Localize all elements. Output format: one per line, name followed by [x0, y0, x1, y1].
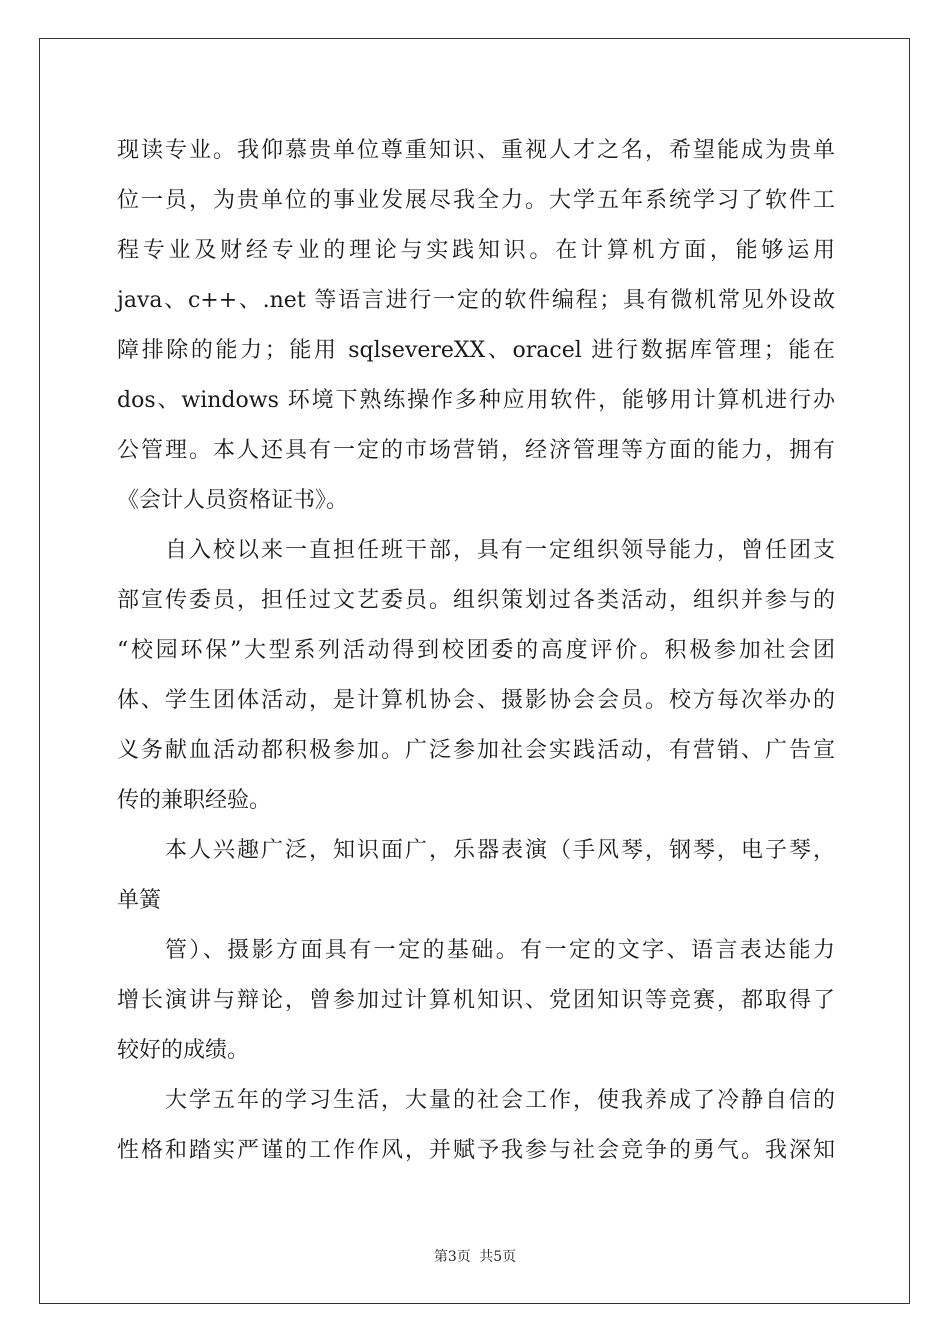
text-line: 公管理。本人还具有一定的市场营销，经济管理等方面的能力，拥有 — [117, 438, 835, 463]
text-line: “校园环保”大型系列活动得到校团委的高度评价。积极参加社会团 — [117, 638, 835, 663]
text-line: 位一员，为贵单位的事业发展尽我全力。大学五年系统学习了软件工 — [117, 188, 835, 213]
text-line: 本人兴趣广泛，知识面广，乐器表演（手风琴，钢琴，电子琴， — [165, 838, 835, 863]
text-line: 单簧 — [117, 888, 162, 913]
text-line: 程专业及财经专业的理论与实践知识。在计算机方面，能够运用 — [117, 238, 835, 263]
paragraph-4 — [117, 926, 835, 1076]
text-line: 部宣传委员，担任过文艺委员。组织策划过各类活动，组织并参与的 — [117, 588, 835, 613]
text-line: 体、学生团体活动，是计算机协会、摄影协会会员。校方每次举办的 — [117, 688, 835, 713]
text-line: 大学五年的学习生活，大量的社会工作，使我养成了冷静自信的 — [165, 1088, 835, 1113]
text-line: 义务献血活动都积极参加。广泛参加社会实践活动，有营销、广告宣 — [117, 738, 835, 763]
document-body — [117, 126, 835, 1176]
paragraph-1 — [117, 126, 835, 526]
text-line: 性格和踏实严谨的工作作风，并赋予我参与社会竞争的勇气。我深知 — [117, 1138, 835, 1163]
text-line: 传的兼职经验。 — [117, 788, 272, 813]
text-line: 《会计人员资格证书》。 — [117, 488, 349, 513]
text-line: 较好的成绩。 — [117, 1038, 250, 1063]
paragraph-2 — [117, 526, 835, 826]
paragraph-3 — [117, 826, 835, 926]
paragraph-5 — [117, 1076, 835, 1176]
text-line: 管）、摄影方面具有一定的基础。有一定的文字、语言表达能力 — [165, 938, 835, 963]
text-line: 增长演讲与辩论，曾参加过计算机知识、党团知识等竞赛，都取得了 — [117, 988, 835, 1013]
text-line: 自入校以来一直担任班干部，具有一定组织领导能力，曾任团支 — [165, 538, 835, 563]
text-line: 现读专业。我仰慕贵单位尊重知识、重视人才之名，希望能成为贵单 — [117, 138, 835, 163]
text-line: java、c++、.net 等语言进行一定的软件编程；具有微机常见外设故 — [117, 288, 835, 313]
page-number: 第3页 — [433, 1249, 471, 1265]
page-footer — [0, 1246, 950, 1266]
text-line: dos、windows 环境下熟练操作多种应用软件，能够用计算机进行办 — [117, 388, 835, 413]
text-line: 障排除的能力；能用 sqlsevereXX、oracel 进行数据库管理；能在 — [117, 338, 835, 363]
page-total: 共5页 — [479, 1249, 517, 1265]
